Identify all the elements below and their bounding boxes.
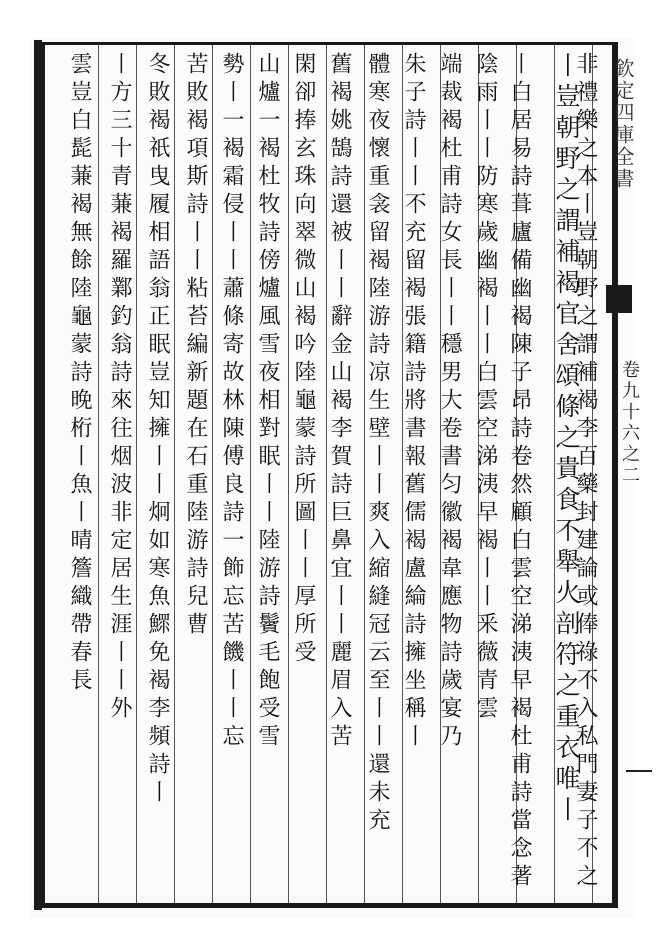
text-column: 陰雨丨丨防寒歲幽褐丨丨白雲空涕洟早褐丨丨釆薇青雲 <box>473 52 498 724</box>
text-column: 勢丨一褐霜侵丨丨蕭條寄故林陳傅良詩一飾忘苦饑丨丨忘 <box>219 52 244 752</box>
text-column: 雲豈白髭蒹褐無餘陸龜蒙詩晚桁丨魚丨晴簷織帶春長 <box>67 52 92 696</box>
text-column: 朱子詩丨丨不充留褐張籍詩將書報舊儒褐盧綸詩擁坐稱丨 <box>401 52 426 752</box>
header-title: 欽定四庫全書 <box>611 58 635 190</box>
column-rule <box>212 45 213 903</box>
text-column: 端裁褐杜甫詩女長丨丨穩男大卷書匀徽褐韋應物詩歲宴乃 <box>437 52 462 752</box>
column-rule <box>250 45 251 903</box>
column-rule <box>136 45 137 903</box>
text-column: 舊褐姚鵠詩還被丨丨辭金山褐李賀詩巨鼻宜丨丨麗眉入苦 <box>327 52 352 752</box>
text-column: 山爐一褐杜牧詩傍爐風雪夜相對眠丨丨陸游詩鬢毛飽受雪 <box>255 52 280 752</box>
text-column: 丨方三十青蒹褐羅鄴釣翁詩來往烟波非定居生涯丨丨外 <box>107 52 132 724</box>
text-column: 閑卻捧玄珠向翠微山褐吟陸龜蒙詩所圖丨丨厚所受 <box>291 52 316 668</box>
margin-dash <box>626 770 652 772</box>
fishtail-block <box>606 285 632 313</box>
text-column: 苦敗褐項斯詩丨丨粘苔編新題在石重陸游詩兒曹 <box>183 52 208 640</box>
column-rule <box>174 45 175 903</box>
left-border-bar <box>34 40 42 910</box>
text-column: 丨白居易詩葺廬備幽褐陳子昂詩卷然顧白雲空涕洟早褐杜甫詩當念著 <box>507 52 532 892</box>
text-column: 體寒夜懷重衾留褐陸游詩凉生壁丨丨爽入縮縫冠云至丨丨還未充 <box>365 52 390 836</box>
text-column: 冬敗褐祇曳履相語翁正眠豈知擁丨丨炯如寒魚鰥免褐李頻詩丨 <box>145 52 170 808</box>
text-column: 非禮樂之本丨豈朝野之謂補褐李百藥封建論或俸祿不入私門妻子不之 <box>573 52 598 892</box>
column-rule <box>98 45 99 903</box>
volume-label: 卷九十六之二 <box>619 360 640 486</box>
text-column: 丨豈朝野之謂補褐官舍頌條之貴食不舉火剖符之重衣唯丨 <box>552 52 581 827</box>
